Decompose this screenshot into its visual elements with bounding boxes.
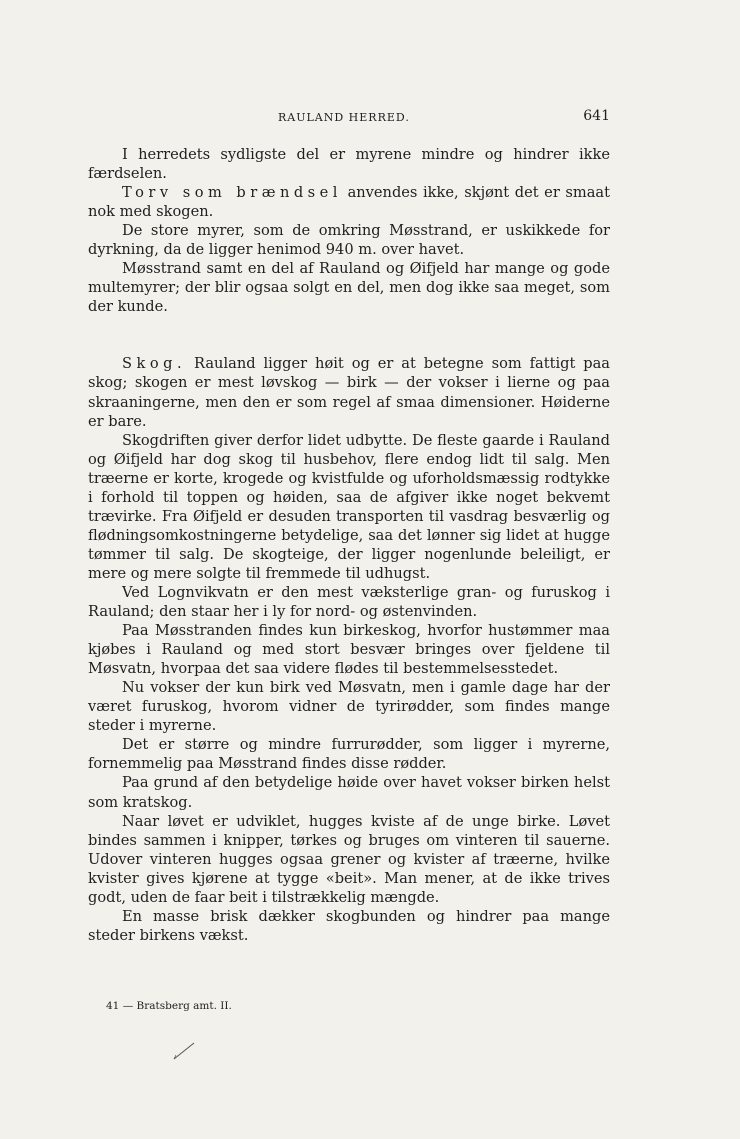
paragraph-skogdriften: Skogdriften giver derfor lidet udbytte. De fleste gaarde i Rauland og Øifjeld har dog skog til husbehov, flere endog lidt til salg. Men træerne er korte, krogede og kvistfulde og uforholdsmæssig rodtykke i forhold til toppen og høiden, saa de afgiver ikke noget bekvemt trævirke. Fra Øifjeld er desuden transporten til vasdrag besværlig og flødningsomkostningerne betydelige, saa det lønner sig lidet at hugge tømmer til salg. De skogteige, der ligger nogenlunde beleiligt, er mere og mere solgte til fremmede til udhugst. [88, 431, 610, 582]
paragraph-torv [88, 183, 610, 221]
section-gap [88, 316, 610, 354]
page-header [88, 108, 610, 130]
page-number: 641 [583, 108, 610, 124]
paragraph-store-myrer: De store myrer, som de omkring Møsstrand, er uskikkede for dyrkning, da de ligger henimod 940 m. over havet. [88, 222, 610, 259]
spaced-term-torv: Torv som brændsel [122, 184, 342, 202]
printer-signature: 41 — Bratsberg amt. II. [106, 1000, 232, 1012]
paragraph-mosstranden: Paa Møsstranden findes kun birkeskog, hvorfor hustømmer maa kjøbes i Rauland og med stort besvær bringes over fjeldene til Møsvatn, hvorpaa det saa videre flødes til bestemmelsesstedet. [88, 622, 610, 678]
paragraph-furrurodder: Det er større og mindre furrurødder, som ligger i myrerne, fornemmelig paa Møsstrand findes disse rødder. [88, 736, 610, 773]
paragraph-myrer-sydlig: I herredets sydligste del er myrene mindre og hindrer ikke færdselen. [88, 146, 610, 183]
paragraph-skog [88, 354, 610, 430]
paragraph-kratskog: Paa grund af den betydelige høide over havet vokser birken helst som kratskog. [88, 774, 610, 811]
paragraph-torv-text: anvendes ikke, skjønt det er smaat nok med skogen. [88, 184, 610, 221]
paragraph-brisk: En masse brisk dækker skogbunden og hindrer paa mange steder birkens vækst. [88, 907, 610, 944]
running-title: RAULAND HERRED. [278, 111, 410, 124]
section-heading-skog: Skog. [122, 355, 187, 373]
pencil-mark-icon [170, 1033, 200, 1063]
body-text [88, 145, 610, 945]
paragraph-skog-text: Rauland ligger høit og er at betegne som fattigt paa skog; skogen er mest løvskog — birk — der vokser i lierne og paa skraaningerne, men den er som regel af smaa dimensioner. Høiderne er bare. [88, 355, 610, 430]
paragraph-mosvatn: Nu vokser der kun birk ved Møsvatn, men i gamle dage har der været furuskog, hvorom vidner de tyrirødder, som findes mange steder i myrerne. [88, 679, 610, 735]
paragraph-lognvikvatn: Ved Lognvikvatn er den mest væksterlige gran- og furuskog i Rauland; den staar her i ly for nord- og østenvinden. [88, 583, 610, 621]
paragraph-multemyrer: Møsstrand samt en del af Rauland og Øifjeld har mange og gode multemyrer; der blir ogsaa solgt en del, men dog ikke saa meget, som der kunde. [88, 260, 610, 316]
paragraph-lovet: Naar løvet er udviklet, hugges kviste af de unge birke. Løvet bindes sammen i knipper, tørkes og bruges om vinteren til sauerne. Udover vinteren hugges ogsaa grener og kvister af træerne, hvilke kvister gives kjørene at tygge «beit». Man mener, at de ikke trives godt, uden de faar beit i tilstrækkelig mængde. [88, 812, 610, 906]
